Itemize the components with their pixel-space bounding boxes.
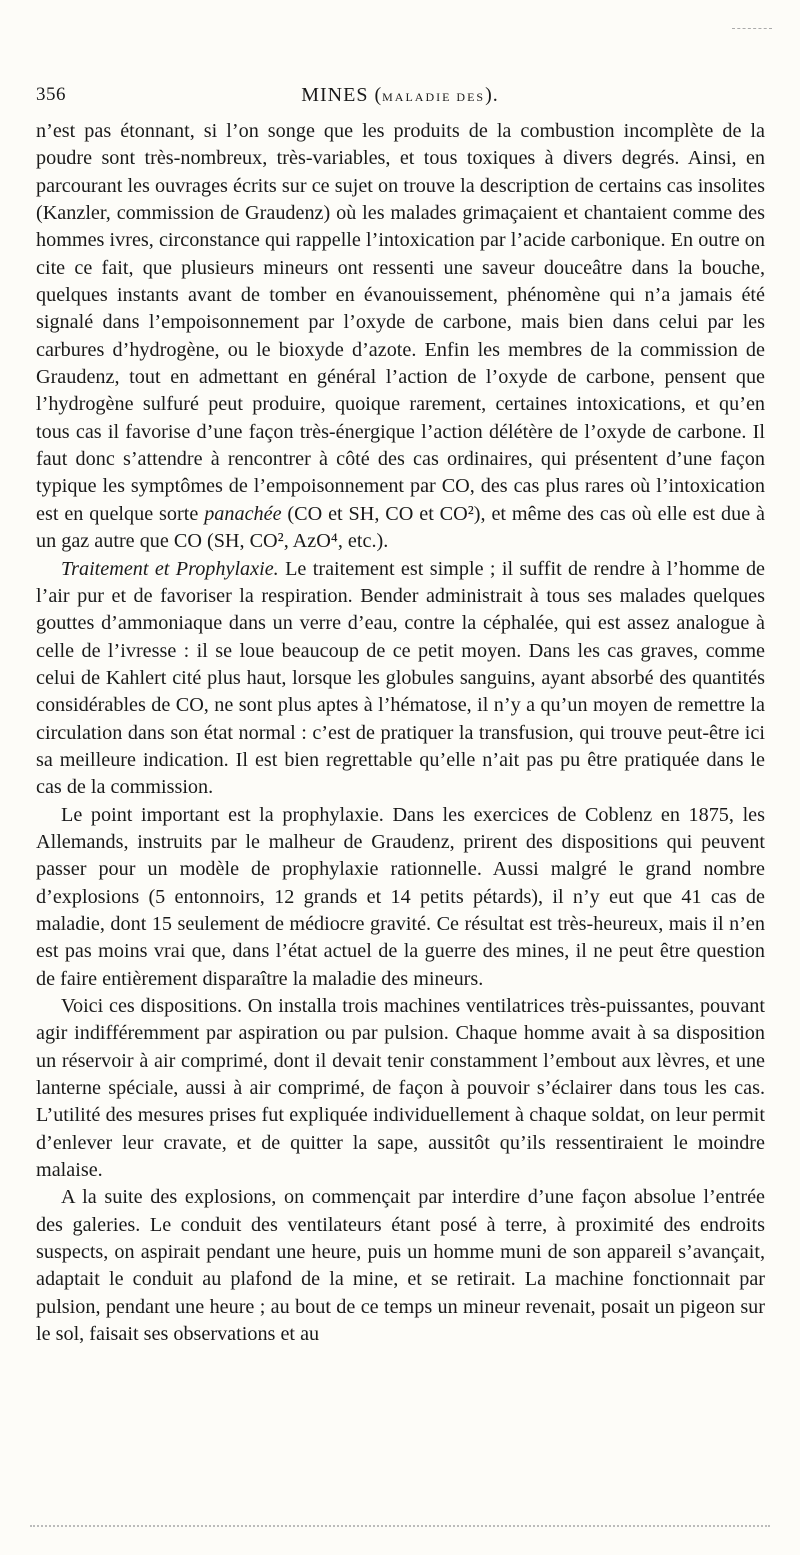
- paragraph-text: n’est pas étonnant, si l’on songe que les produits de la combustion incomplète de la poudre sont très-nombreux, très-variables, et tous toxiques à divers degrés. Ainsi, en parcourant les ouvrages écrits sur ce sujet on trouve la description de certains cas insolites (Kanzler, commission de Graudenz) où les malades grimaçaient et chantaient comme des hommes ivres, circonstance qui rappelle l’intoxication par l’acide carbonique. En outre on cite ce fait, que plusieurs mineurs ont ressenti une saveur douceâtre dans la bouche, quelques instants avant de tomber en évanouissement, phénomène qui n’a jamais été signalé dans l’empoisonnement par l’oxyde de carbone, mais bien dans celui par les carbures d’hydrogène, ou le bioxyde d’azote. Enfin les membres de la commission de Graudenz, tout en admettant en général l’action de l’oxyde de carbone, pensent que l’hydrogène sulfuré peut produire, quoique rarement, certaines intoxications, et qu’en tous cas il favorise d’une façon très-énergique l’action délétère de l’oxyde de carbone. Il faut donc s’attendre à rencontrer à côté des cas ordinaires, qui présentent d’une façon typique les symptômes de l’empoisonnement par CO, des cas plus rares où l’intoxication est en quelque sorte: [36, 120, 765, 525]
- running-title-close: ).: [485, 84, 499, 106]
- paragraph-text-tail: (CO et SH, CO et CO²), et même des cas où elle est due à un gaz autre que CO (SH, CO², AzO⁴, etc.).: [36, 502, 765, 553]
- page-number: 356: [36, 84, 66, 105]
- paragraph-prophylaxie: [36, 802, 765, 993]
- paragraph-text: Le traitement est simple ; il suffit de rendre à l’homme de l’air pur et de favoriser la respiration. Bender administrait à tous ses malades quelques gouttes d’ammoniaque dans un verre d’eau, contre la céphalée, qui est assez analogue à celle de l’ivresse : il se loue beaucoup de ce petit moyen. Dans les cas graves, comme celui de Kahlert cité plus haut, lorsque les globules sanguins, ayant absorbé des quantités considérables de CO, ne sont plus aptes à l’hématose, il n’y a qu’un moyen de remettre la circulation dans son état normal : c’est de pratiquer la transfusion, qui trouve peut-être ici sa meilleure indication. Il est bien regrettable qu’elle n’ait pas pu être pratiquée dans le cas de la commission.: [36, 557, 765, 799]
- paragraph-text: Le point important est la prophylaxie. Dans les exercices de Coblenz en 1875, les Allemands, instruits par le malheur de Graudenz, prirent des dispositions qui peuvent passer pour un modèle de prophylaxie rationnelle. Aussi malgré le grand nombre d’explosions (5 entonnoirs, 12 grands et 14 petits pétards), il n’y eut que 41 cas de maladie, dont 15 seulement de médiocre gravité. Ce résultat est très-heureux, mais il n’en est pas moins vrai que, dans l’état actuel de la guerre des mines, il ne peut être question de faire entièrement disparaître la maladie des mineurs.: [36, 803, 765, 990]
- running-title-subtitle: MALADIE DES: [382, 90, 486, 104]
- paragraph-intoxication: [36, 118, 765, 556]
- scan-mark: [732, 28, 772, 31]
- paragraph-traitement: [36, 556, 765, 802]
- paragraph-dispositions: [36, 993, 765, 1184]
- running-header: [36, 84, 764, 116]
- paragraph-text: A la suite des explosions, on commençait par interdire d’une façon absolue l’entrée des galeries. Le conduit des ventilateurs étant posé à terre, à proximité des endroits suspects, on aspirait pendant une heure, puis un homme muni de son appareil s’avançait, adaptait le conduit au plafond de la mine, et se retirait. La machine fonctionnait par pulsion, pendant une heure ; au bout de ce temps un mineur revenait, posait un pigeon sur le sol, faisait ses observations et au: [36, 1186, 765, 1346]
- running-title-main: MINES (: [301, 84, 383, 106]
- body-text: [36, 118, 765, 1348]
- emphasis-term: panachée: [204, 502, 282, 525]
- paragraph-text: Voici ces dispositions. On installa trois machines ventilatrices très-puissantes, pouvant agir indifféremment par aspiration ou par pulsion. Chaque homme avait à sa disposition un réservoir à air comprimé, dont il devait tenir constamment l’embout aux lèvres, et une lanterne spéciale, aussi à air comprimé, de façon à pouvoir s’éclairer dans tous les cas. L’utilité des mesures prises fut expliquée individuellement à chaque soldat, on leur permit d’enlever leur cravate, et de quitter la sape, aussitôt qu’ils ressentiraient le moindre malaise.: [36, 995, 765, 1182]
- paragraph-explosions: [36, 1184, 765, 1348]
- section-heading: Traitement et Prophylaxie.: [61, 557, 279, 580]
- bottom-rule: [30, 1525, 770, 1527]
- running-title: [36, 84, 764, 107]
